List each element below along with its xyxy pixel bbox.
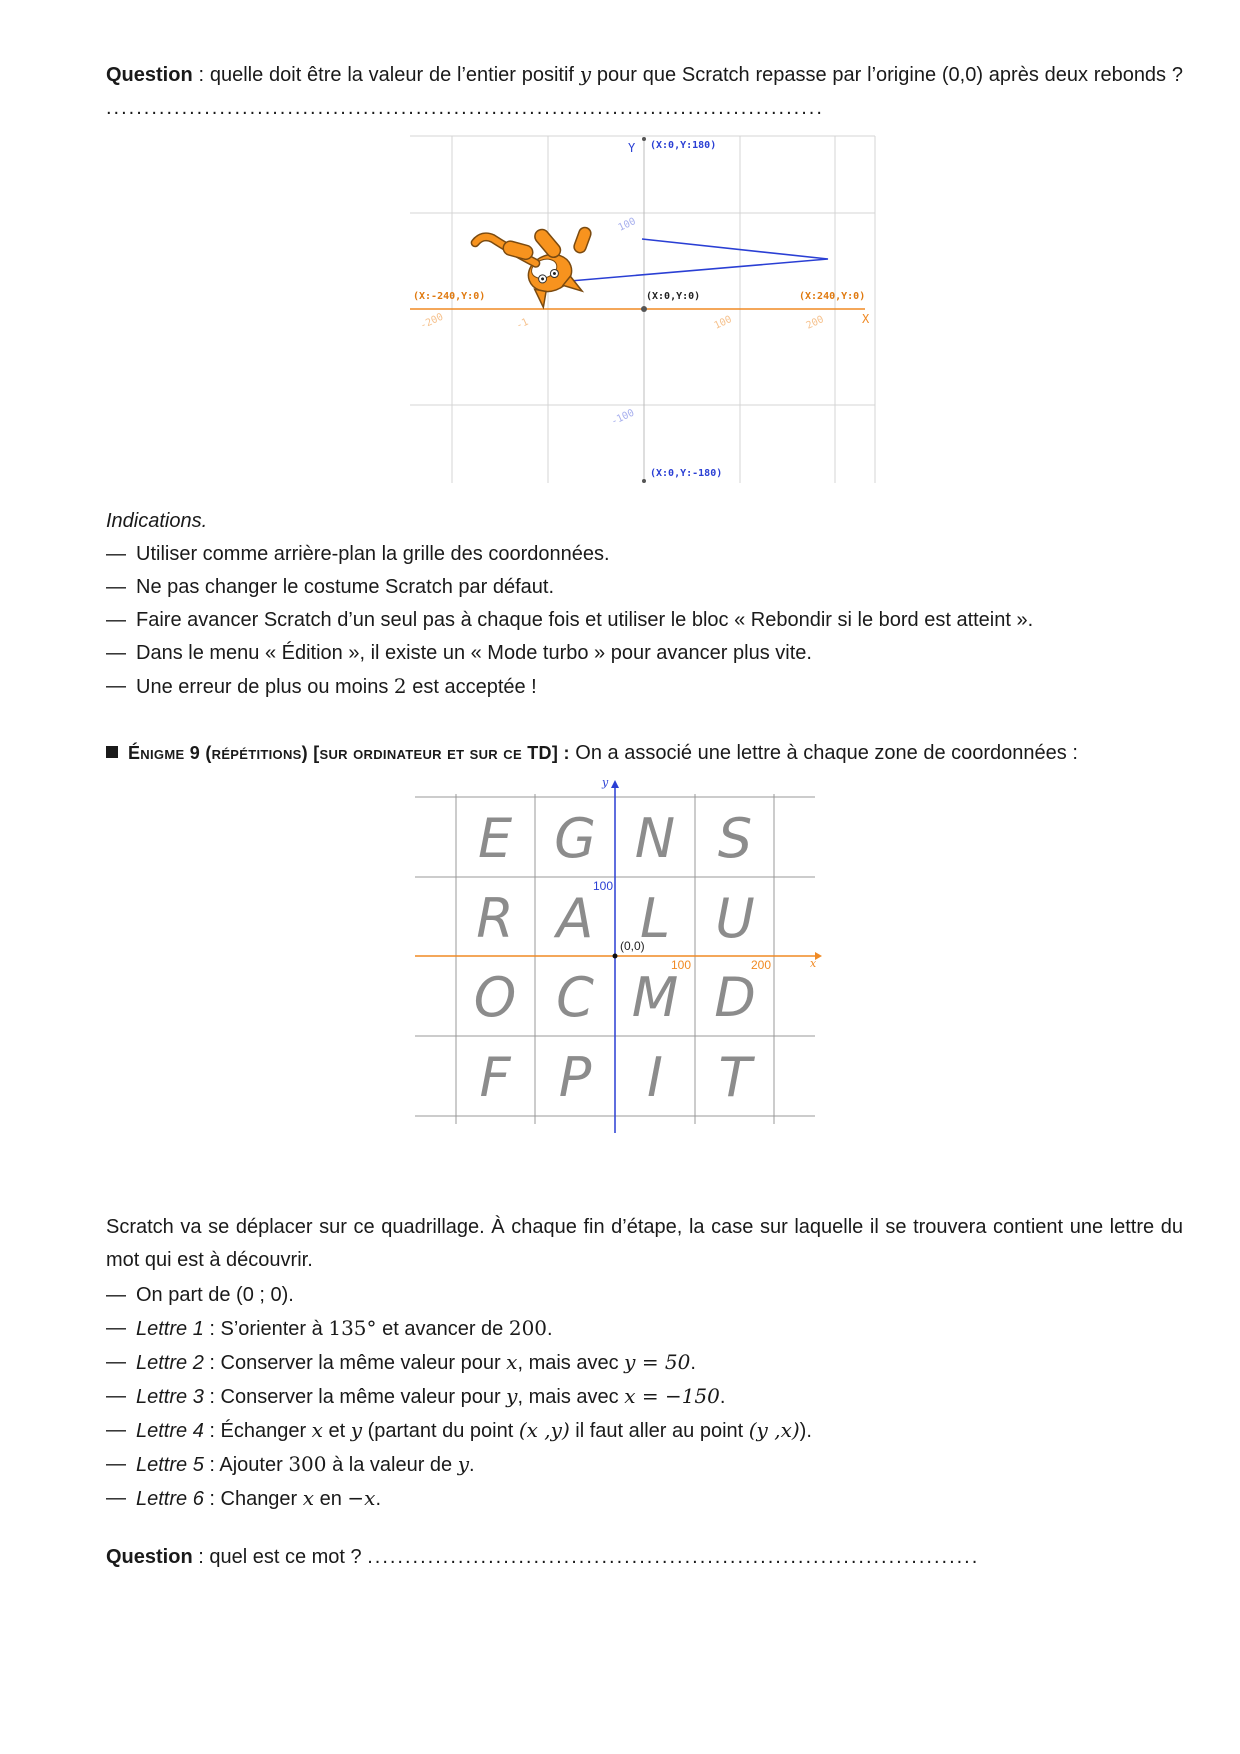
indication-item: — Dans le menu « Édition », il existe un « Mode turbo » pour avancer plus vite. xyxy=(106,637,1183,670)
stage-axis-x-letter: X xyxy=(861,312,869,326)
enigme-9-intro: On a associé une lettre à chaque zone de coordonnées : xyxy=(569,742,1078,764)
grid-letter-t: T xyxy=(718,1046,751,1109)
step-start: — On part de (0 ; 0). xyxy=(106,1279,1183,1312)
step-letter-3: — Lettre 3 : Conserver la même valeur pour y, mais avec x = −150. xyxy=(106,1380,1183,1414)
grid-letter-i: I xyxy=(646,1046,663,1109)
grid-y-axis-label: y xyxy=(601,776,608,789)
indication-item: — Utiliser comme arrière-plan la grille des coordonnées. xyxy=(106,538,1183,571)
stage-top-dot xyxy=(642,137,646,141)
stage-bottom-label: (X:0,Y:-180) xyxy=(649,468,722,479)
scratch-paragraph: Scratch va se déplacer sur ce quadrillage. À chaque fin d’étape, la case sur laquelle il se trouvera contient une lettre du mot qui est à découvrir. xyxy=(106,1216,1183,1271)
scratch-cat-sprite xyxy=(474,201,611,322)
stage-top-label: (X:0,Y:180) xyxy=(649,140,716,151)
grid-letter-p: P xyxy=(558,1046,591,1109)
grid-letter-c: C xyxy=(555,966,594,1029)
grid-letter-s: S xyxy=(717,807,752,870)
stage-axis-y-letter: Y xyxy=(627,141,635,155)
stage-right-label: (X:240,Y:0) xyxy=(798,291,865,302)
indications-title: Indications. xyxy=(106,510,208,532)
grid-letter-f: F xyxy=(478,1046,511,1109)
grid-letter-o: O xyxy=(473,966,516,1029)
page xyxy=(106,56,1183,1574)
grid-letter-a: A xyxy=(556,887,593,950)
grid-letter-r: R xyxy=(475,887,514,950)
grid-origin-dot xyxy=(612,954,617,959)
indication-item: — Faire avancer Scratch d’un seul pas à chaque fois et utiliser le bloc « Rebondir si le bord est atteint ». xyxy=(106,604,1183,637)
stage-tick-x-m200: -200 xyxy=(418,311,445,332)
stage-bottom-dot xyxy=(642,479,646,483)
enigme-9-heading xyxy=(106,737,1183,770)
indication-item: — Une erreur de plus ou moins 2 est acceptée ! xyxy=(106,670,1183,704)
stage-origin-dot xyxy=(641,306,647,312)
step-letter-1: — Lettre 1 : S’orienter à 135° et avancer de 200. xyxy=(106,1312,1183,1346)
stage-tick-x-200: 200 xyxy=(804,314,826,332)
question-label: Question xyxy=(106,64,193,86)
grid-label-100-y: 100 xyxy=(592,879,613,893)
grid-letter-l: L xyxy=(639,887,670,950)
step-letter-2: — Lettre 2 : Conserver la même valeur pour x, mais avec y = 50. xyxy=(106,1346,1183,1380)
grid-letter-e: E xyxy=(477,807,512,870)
scratch-stage-figure xyxy=(410,133,880,483)
bullet-square-icon xyxy=(106,746,118,758)
grid-label-200-x: 200 xyxy=(750,958,771,972)
stage-center-label: (X:0,Y:0) xyxy=(645,291,700,302)
answer-dots: ............................................................................................... xyxy=(106,97,824,119)
indication-item: — Ne pas changer le costume Scratch par défaut. xyxy=(106,571,1183,604)
question-2: Question : quel est ce mot ? ................................................................................. xyxy=(106,1546,980,1568)
grid-label-origin: (0,0) xyxy=(619,939,645,953)
stage-tick-y-100: 100 xyxy=(616,216,638,234)
grid-letter-g: G xyxy=(553,807,596,870)
step-letter-5: — Lettre 5 : Ajouter 300 à la valeur de y. xyxy=(106,1448,1183,1482)
grid-letter-n: N xyxy=(634,807,675,870)
step-letter-6: — Lettre 6 : Changer x en −x. xyxy=(106,1482,1183,1516)
indications-list xyxy=(106,538,1183,704)
letter-grid-figure xyxy=(415,776,875,1171)
question-1: Question : quelle doit être la valeur de l’entier positif y pour que Scratch repasse par l’origine (0,0) après deux rebonds ? ............................................................................................... xyxy=(106,62,1183,119)
grid-letter-m: M xyxy=(631,966,678,1029)
stage-tick-x-100: 100 xyxy=(712,314,734,332)
enigme-9-title: Énigme 9 (répétitions) [sur ordinateur et sur ce TD] : xyxy=(128,743,570,763)
grid-letter-d: D xyxy=(713,966,756,1029)
grid-y-arrow-icon xyxy=(611,780,619,788)
grid-letter-u: U xyxy=(714,887,755,950)
grid-x-axis-label: x xyxy=(809,957,816,970)
answer-dots: ................................................................................. xyxy=(367,1546,980,1568)
grid-label-100-x: 100 xyxy=(670,958,691,972)
question-label: Question xyxy=(106,1546,193,1568)
bounce-path xyxy=(570,239,828,281)
stage-tick-y-m100: -100 xyxy=(609,407,636,428)
stage-tick-x-m100: -1 xyxy=(514,316,530,332)
step-letter-4: — Lettre 4 : Échanger x et y (partant du point (x ,y) il faut aller au point (y ,x)). xyxy=(106,1414,1183,1448)
stage-left-label: (X:-240,Y:0) xyxy=(412,291,485,302)
letter-steps-list xyxy=(106,1279,1183,1516)
